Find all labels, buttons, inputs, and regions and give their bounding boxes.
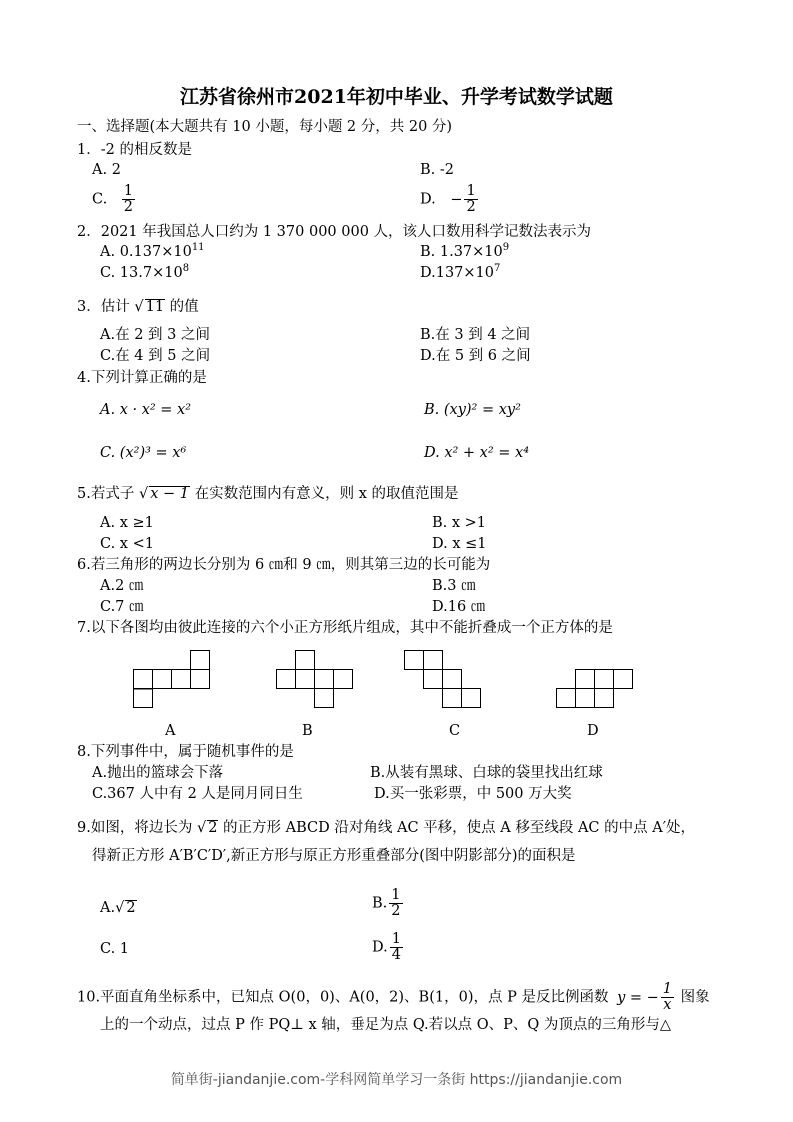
q9-d-fraction: [390, 932, 403, 963]
q5-option-d[interactable]: D. x ≤1: [432, 536, 487, 552]
q7-stem: 7.以下各图均由彼此连接的六个小正方形纸片组成，其中不能折叠成一个正方体的是: [77, 620, 613, 636]
q9-line1: [77, 820, 695, 837]
q1-option-d-fraction: [464, 184, 477, 215]
q10-func-fraction: [661, 982, 674, 1013]
sqrt-sign: √: [196, 820, 207, 836]
q5-stem: [77, 486, 459, 503]
q10-line1-pre: 10.平面直角坐标系中，已知点 O(0，0)、A(0，2)、B(1，0)，点 P 是反比例函数: [77, 989, 609, 1006]
q5-option-b[interactable]: B. x >1: [432, 515, 487, 531]
frac-num: 1: [391, 887, 401, 903]
net-a-figure: [133, 650, 211, 690]
q2-option-b[interactable]: [420, 242, 510, 261]
q9-line1-post: 的正方形 ABCD 沿对角线 AC 平移，使点 A 移至线段 AC 的中点 A′处，: [223, 820, 696, 836]
frac-num: 1: [123, 183, 134, 199]
q8-option-b[interactable]: B.从装有黑球、白球的袋里找出红球: [370, 765, 603, 781]
q8-option-c[interactable]: C.367 人中有 2 人是同月同日生: [92, 786, 303, 802]
q6-option-c[interactable]: C.7 ㎝: [100, 599, 144, 615]
q8-stem: 8.下列事件中，属于随机事件的是: [77, 744, 294, 760]
q2-c-base: C. 13.7×10: [100, 265, 183, 281]
q5-stem-pre: 5.若式子: [77, 486, 135, 502]
q2-d-base: D.137×10: [420, 265, 494, 281]
q9-option-a[interactable]: [100, 900, 137, 917]
sqrt-sign: √: [134, 299, 144, 315]
q3-stem-pre: 3．估计: [77, 299, 130, 315]
q1-option-d-sign: −: [450, 191, 463, 208]
frac-num: 1: [391, 931, 401, 947]
q3-stem-post: 的值: [169, 299, 199, 315]
q9-a-radicand: 2: [126, 900, 136, 916]
frac-num: 1: [466, 183, 476, 199]
q4-option-a[interactable]: A. x · x² = x²: [100, 402, 192, 418]
q5-option-c[interactable]: C. x <1: [100, 536, 154, 552]
q2-option-d[interactable]: [420, 263, 501, 282]
q2-c-exp: 8: [182, 263, 190, 275]
q6-stem: 6.若三角形的两边长分别为 6 ㎝和 9 ㎝，则其第三边的长可能为: [77, 557, 491, 573]
frac-den: 2: [391, 903, 401, 920]
q7-net-b[interactable]: [276, 650, 354, 710]
q7-net-a-extra: [133, 688, 155, 710]
q7-net-c[interactable]: [404, 650, 482, 710]
q9-a-label: A.: [100, 900, 116, 916]
q6-option-b[interactable]: B.3 ㎝: [432, 578, 476, 594]
q7-label-a: A: [165, 723, 176, 739]
page-title: 江苏省徐州市2021年初中毕业、升学考试数学试题: [180, 86, 613, 108]
q4-stem: 4.下列计算正确的是: [77, 370, 207, 386]
sqrt-sign: √: [138, 486, 149, 502]
sqrt-sign: √: [115, 900, 125, 916]
page-footer: 简单街-jiandanjie.com-学科网简单学习一条街 https://jiandanjie.com: [170, 1072, 623, 1088]
q1-option-a[interactable]: A. 2: [92, 162, 121, 178]
q3-option-a[interactable]: A.在 2 到 3 之间: [100, 327, 210, 343]
q1-option-d[interactable]: [420, 184, 480, 215]
q6-option-d[interactable]: D.16 ㎝: [432, 599, 486, 615]
frac-den: 2: [466, 199, 476, 216]
q10-line1: [77, 982, 710, 1013]
q1-option-c-label: C.: [92, 191, 108, 208]
q2-stem: 2．2021 年我国总人口约为 1 370 000 000 人，该人口数用科学记数法表示为: [77, 224, 592, 240]
q10-line1-post: 图象: [680, 989, 710, 1006]
q2-b-base: B. 1.37×10: [420, 244, 503, 260]
q9-b-fraction: [389, 888, 402, 919]
q4-option-d[interactable]: D. x² + x² = x⁴: [424, 445, 530, 461]
q1-option-c-fraction: [122, 184, 135, 215]
q8-option-d[interactable]: D.买一张彩票，中 500 万大奖: [374, 786, 572, 802]
q3-stem: [77, 299, 199, 316]
q10-line2: 上的一个动点，过点 P 作 PQ⊥ x 轴，垂足为点 Q.若以点 O、P、Q 为顶点的三角形与△: [100, 1017, 672, 1033]
q8-option-a[interactable]: A.抛出的篮球会下落: [92, 765, 224, 781]
net-a-bottom-square: [133, 688, 155, 710]
frac-num: 1: [662, 981, 673, 997]
q2-option-c[interactable]: [100, 263, 190, 282]
q7-label-b: B: [302, 723, 313, 739]
q9-d-label: D.: [372, 939, 388, 956]
q9-option-b[interactable]: [372, 888, 405, 919]
q7-net-d[interactable]: [556, 669, 634, 709]
q7-net-a[interactable]: [133, 650, 211, 690]
net-d-figure: [556, 669, 634, 709]
q1-option-c[interactable]: [92, 184, 137, 215]
q5-stem-post: 在实数范围内有意义，则 x 的取值范围是: [194, 486, 459, 502]
q9-option-c[interactable]: C. 1: [100, 941, 130, 957]
q7-label-c: C: [449, 723, 461, 739]
q2-d-exp: 7: [494, 263, 501, 275]
q2-option-a[interactable]: [100, 242, 205, 261]
q9-option-d[interactable]: [372, 932, 405, 963]
q2-b-exp: 9: [502, 242, 510, 254]
q10-func-pre: y = −: [617, 989, 659, 1006]
section-heading: 一、选择题(本大题共有 10 小题，每小题 2 分，共 20 分): [77, 119, 453, 135]
q1-stem: 1．-2 的相反数是: [77, 142, 192, 158]
net-b-figure: [276, 650, 354, 710]
frac-den: 4: [391, 947, 401, 964]
q1-option-d-label: D.: [420, 191, 436, 208]
q3-radicand: 11: [145, 299, 165, 315]
q4-option-c[interactable]: C. (x²)³ = x⁶: [100, 445, 187, 461]
q6-option-a[interactable]: A.2 ㎝: [100, 578, 144, 594]
q5-radicand: x − 1: [150, 486, 189, 502]
q3-option-c[interactable]: C.在 4 到 5 之间: [100, 348, 211, 364]
q3-option-d[interactable]: D.在 5 到 6 之间: [420, 348, 531, 364]
q7-label-d: D: [587, 723, 599, 739]
q2-a-base: A. 0.137×10: [100, 244, 192, 260]
q2-a-exp: 11: [191, 242, 205, 254]
q3-option-b[interactable]: B.在 3 到 4 之间: [420, 327, 531, 343]
q9-radicand: 2: [208, 820, 218, 836]
q1-option-b[interactable]: B. -2: [420, 162, 454, 178]
net-c-figure: [404, 650, 482, 710]
frac-den: x: [663, 997, 672, 1014]
q9-b-label: B.: [372, 895, 388, 912]
q4-option-b[interactable]: B. (xy)² = xy²: [424, 402, 521, 418]
q9-line2: 得新正方形 A′B′C′D′,新正方形与原正方形重叠部分(图中阴影部分)的面积是: [92, 848, 576, 864]
frac-den: 2: [123, 199, 134, 216]
q9-line1-pre: 9.如图，将边长为: [77, 820, 193, 836]
q5-option-a[interactable]: A. x ≥1: [100, 515, 154, 531]
